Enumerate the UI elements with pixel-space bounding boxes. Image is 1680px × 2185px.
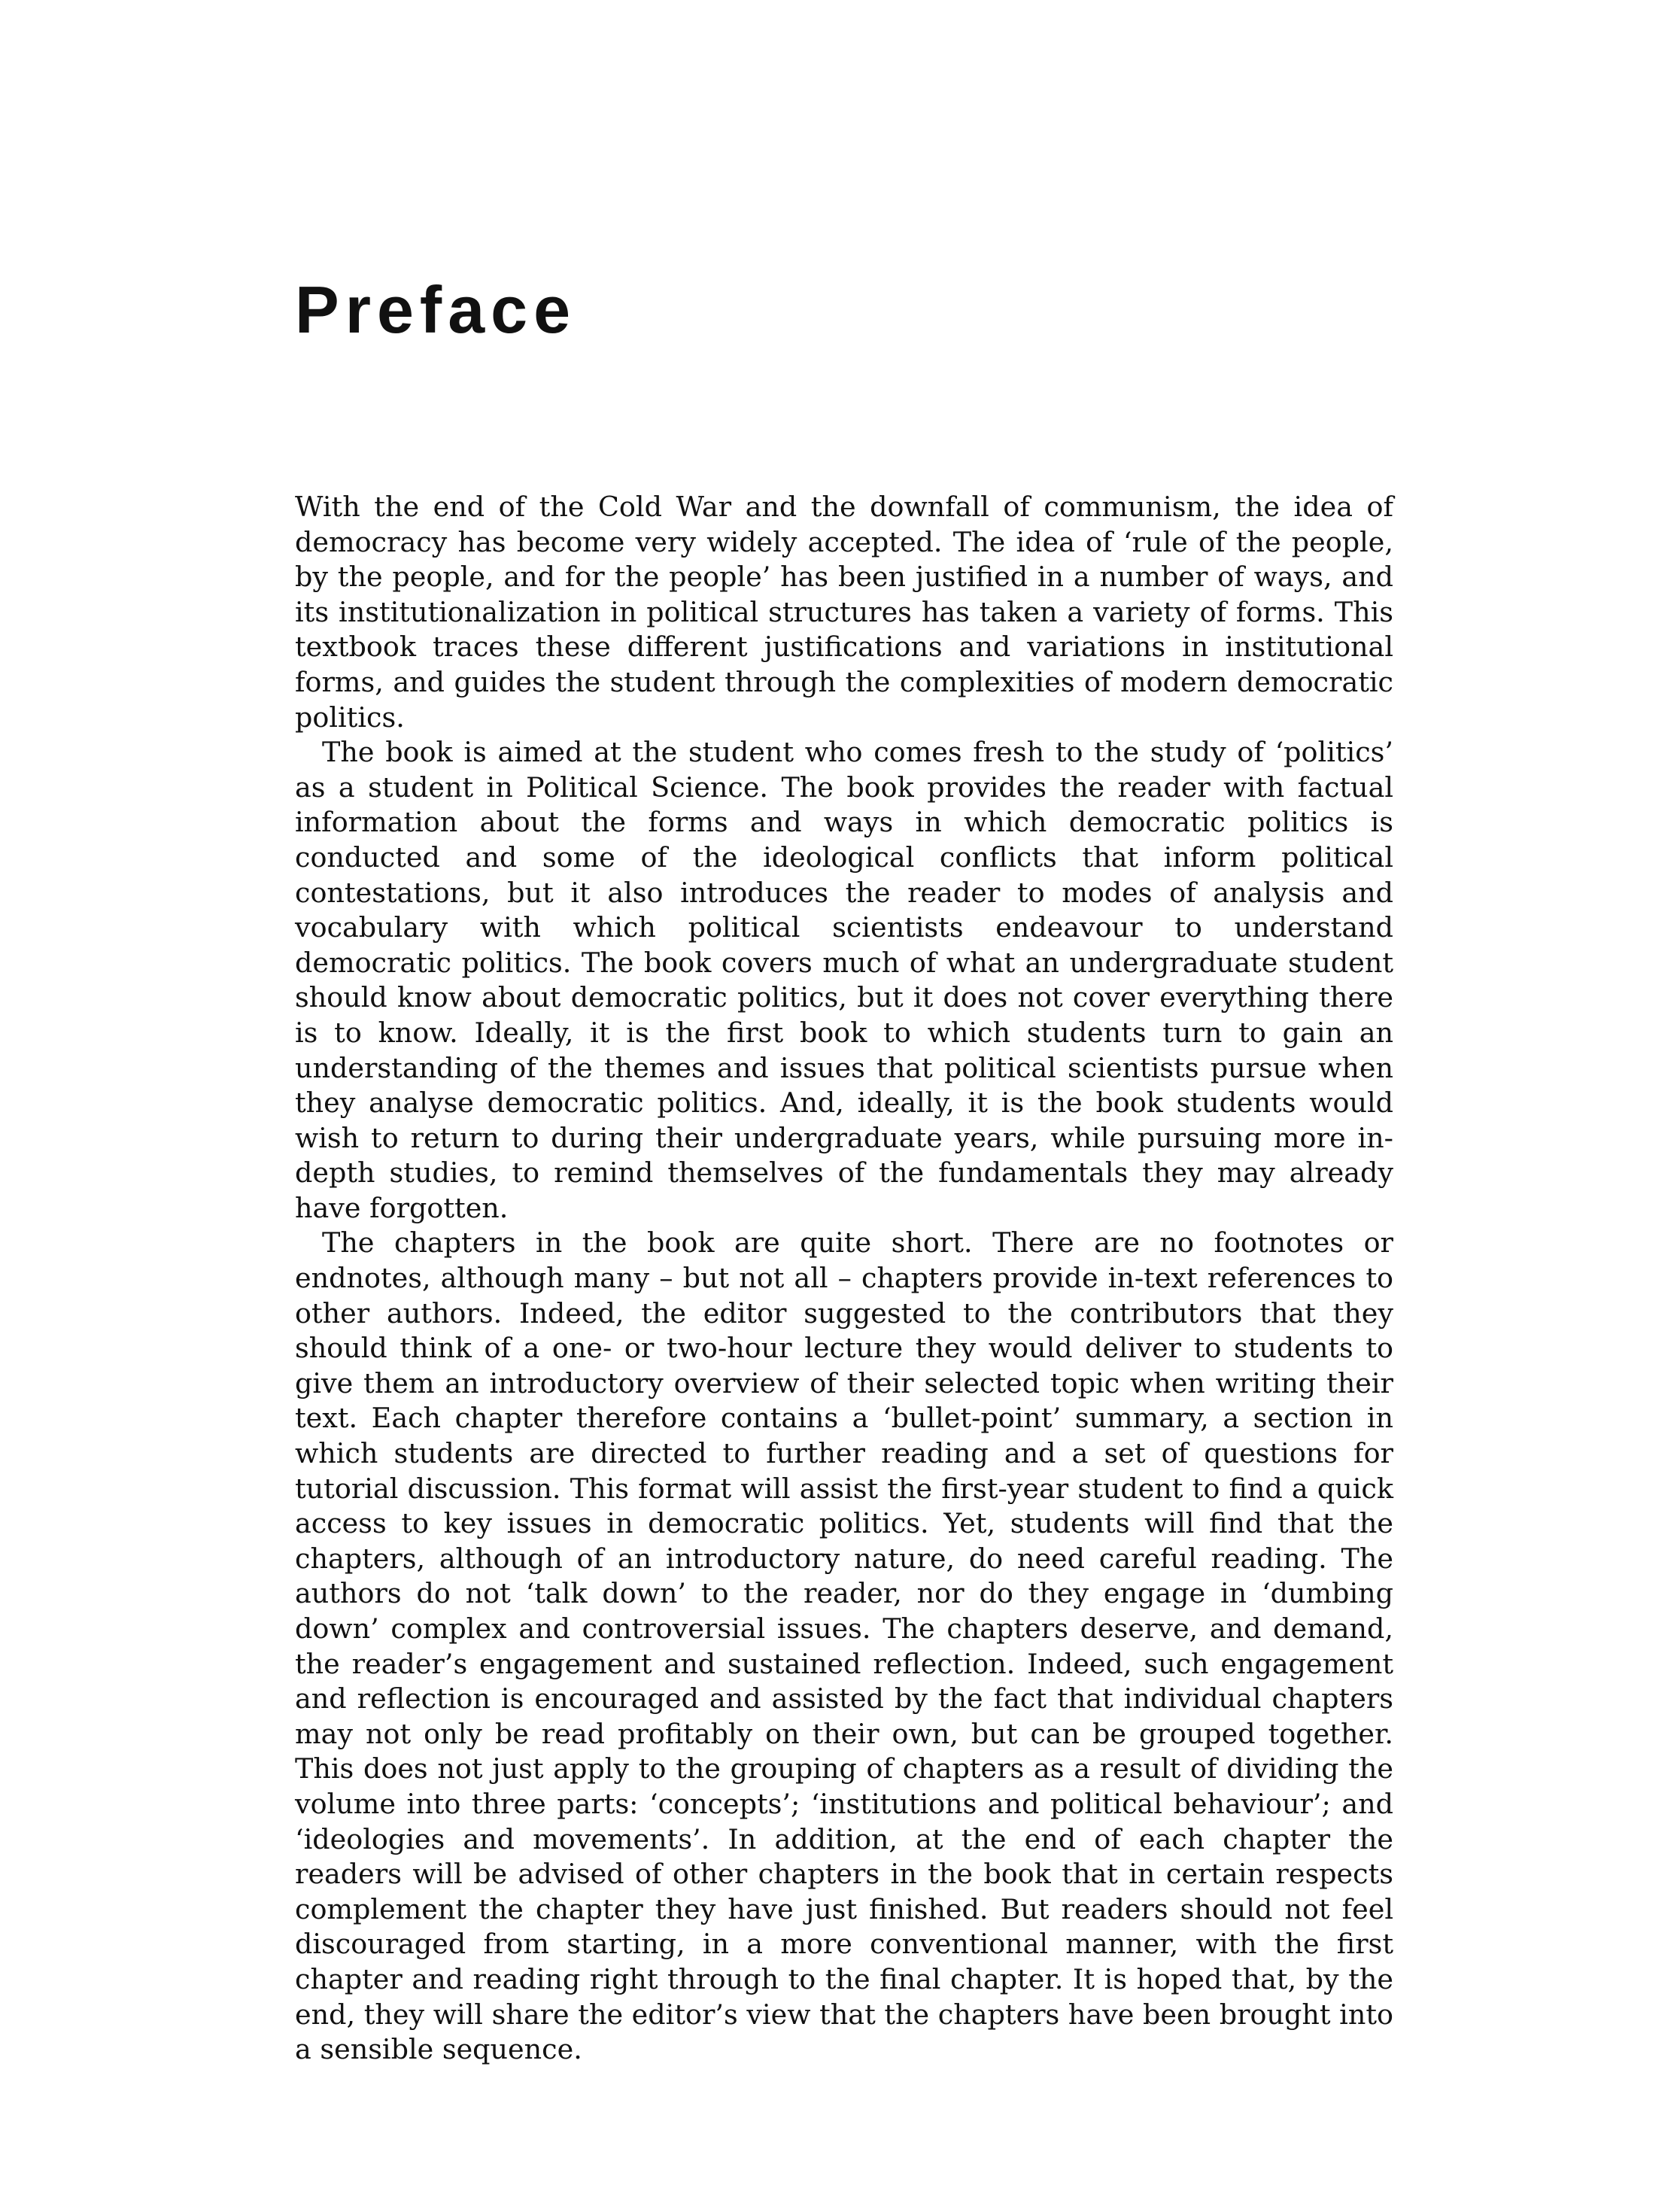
paragraph-2: The book is aimed at the student who comes fresh to the study of ‘politics’ as a student in Political Science. The book provides the reader with factual information about the forms and ways in which democratic politics is conducted and some of the ideological conflicts that inform political contestations, but it also introduces the reader to modes of analysis and vocabulary with which political scientists endeavour to understand democratic politics. The book covers much of what an undergraduate student should know about democratic politics, but it does not cover everything there is to know. Ideally, it is the first book to which students turn to gain an understanding of the themes and issues that political scientists pursue when they analyse democratic politics. And, ideally, it is the book students would wish to return to during their undergraduate years, while pursuing more in-depth studies, to remind themselves of the fundamentals they may already have forgotten. [295,736,1393,1224]
preface-body [295,490,1393,2068]
paragraph-1: With the end of the Cold War and the downfall of communism, the idea of democracy has become very widely accepted. The idea of ‘rule of the people, by the people, and for the people’ has been justified in a number of ways, and its institutionalization in political structures has taken a variety of forms. This textbook traces these different justifications and variations in institutional forms, and guides the student through the complexities of modern democratic politics. [295,491,1393,734]
paragraph-3: The chapters in the book are quite short. There are no footnotes or endnotes, although many – but not all – chapters provide in-text references to other authors. Indeed, the editor suggested to the contributors that they should think of a one- or two-hour lecture they would deliver to students to give them an introductory overview of their selected topic when writing their text. Each chapter therefore contains a ‘bullet-point’ summary, a section in which students are directed to further reading and a set of questions for tutorial discussion. This format will assist the first-year student to find a quick access to key issues in democratic politics. Yet, students will find that the chapters, although of an introductory nature, do need careful reading. The authors do not ‘talk down’ to the reader, nor do they engage in ‘dumbing down’ complex and controversial issues. The chapters deserve, and demand, the reader’s engagement and sustained reflection. Indeed, such engagement and reflection is encouraged and assisted by the fact that individual chapters may not only be read profitably on their own, but can be grouped together. This does not just apply to the grouping of chapters as a result of dividing the volume into three parts: ‘concepts’; ‘institutions and political behaviour’; and ‘ideologies and movements’. In addition, at the end of each chapter the readers will be advised of other chapters in the book that in certain respects complement the chapter they have just finished. But readers should not feel discouraged from starting, in a more conventional manner, with the first chapter and reading right through to the final chapter. It is hoped that, by the end, they will share the editor’s view that the chapters have been brought into a sensible sequence. [295,1226,1393,2066]
page-title: Preface [295,272,577,347]
